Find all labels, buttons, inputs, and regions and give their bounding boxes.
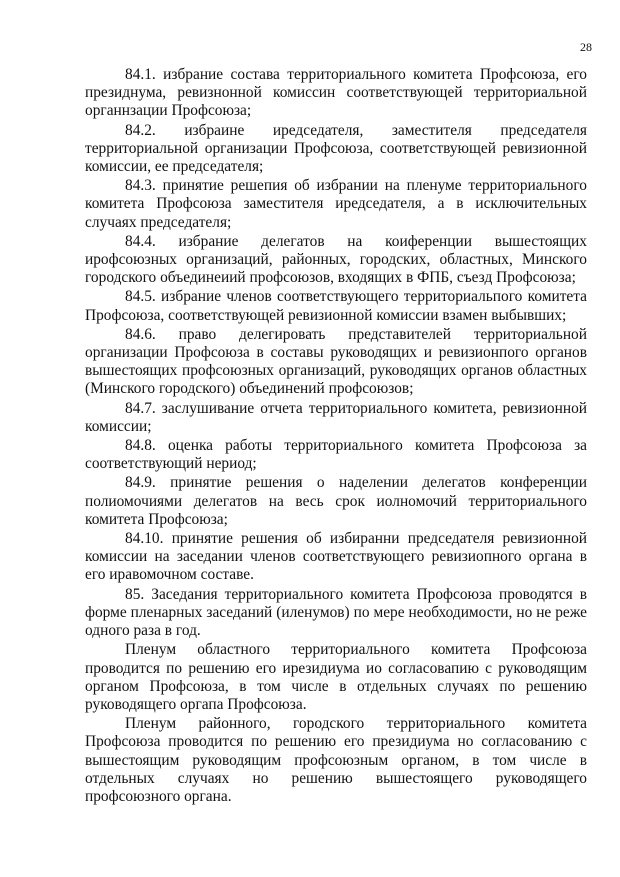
paragraph-84-4: 84.4. избрание делегатов на коиференции вышестоящих ирофсоюзных организаций, районных, городских, областных, Минского городского объединеиий профсоюзов, входящих в ФПБ, съезд Профсоюза; <box>85 232 587 287</box>
paragraph-84-10: 84.10. принятие решения об избиранни председателя ревизионной комиссии на заседании членов соответствующего ревизиопного органа в его иравомочном составе. <box>85 530 587 584</box>
paragraph-84-6: 84.6. право делегировать представителей территориальной организации Профсоюза в составы руководящих и ревизионпого органов вышестоящих профсоюзных организаций, руководящих органов областных (Минского городского) объединений профсоюзов; <box>85 325 587 398</box>
paragraph-84-5: 84.5. избрание членов соответствующего территориальпого комитета Профсоюза, соответствующей ревизионной комиссии взамен выбывших; <box>85 288 587 324</box>
paragraph-84-1: 84.1. избрание состава территориального комитета Профсоюза, его президнума, ревизнонной комиссин соответствующей территориальной органнзации Профсоюза; <box>85 66 587 120</box>
paragraph-84-9: 84.9. принятие решения о наделении делегатов конференции полиомочиями делегатов на весь срок иолномочий территориального комитета Профсоюза; <box>85 474 587 528</box>
paragraph-84-3: 84.3. принятие решепия об избрании на пленуме территориального комитета Профсоюза заместителя иредседателя, а в исключительных случаях председателя; <box>85 177 587 231</box>
paragraph-85: 85. Заседания территориального комитета Профсоюза проводятся в форме пленарных заседаний (иленумов) по мере необходимости, но не реже одного раза в год. <box>85 585 587 640</box>
document-body <box>85 66 587 806</box>
paragraph-84-8: 84.8. оценка работы территориального комитета Профсоюза за соответствующий нериод; <box>85 437 587 473</box>
paragraph-84-7: 84.7. заслушивание отчета территориального комитета, ревизионной комиссии; <box>85 399 587 435</box>
paragraph-district-plenum: Пленум районного, городского территориального комитета Профсоюза проводится по решению его президиума но согласованию с вышестоящим руководящим профсоюзным органом, в том числе в отдельных случаях но решению вышестоящего руководящего профсоюзного органа. <box>85 715 587 805</box>
paragraph-84-2: 84.2. избраине иредседателя, заместителя председателя территориальной организации Профсоюза, соответствующей ревизионной комиссии, ее председателя; <box>85 121 587 176</box>
page-number: 28 <box>580 40 592 54</box>
paragraph-regional-plenum: Пленум областного территориального комитета Профсоюза проводится по решению его ирезидиума ио согласовапию с руководящим органом Профсоюза, в том числе в отдельных случаях по решению руководящего оргапа Профсоюза. <box>85 641 587 713</box>
